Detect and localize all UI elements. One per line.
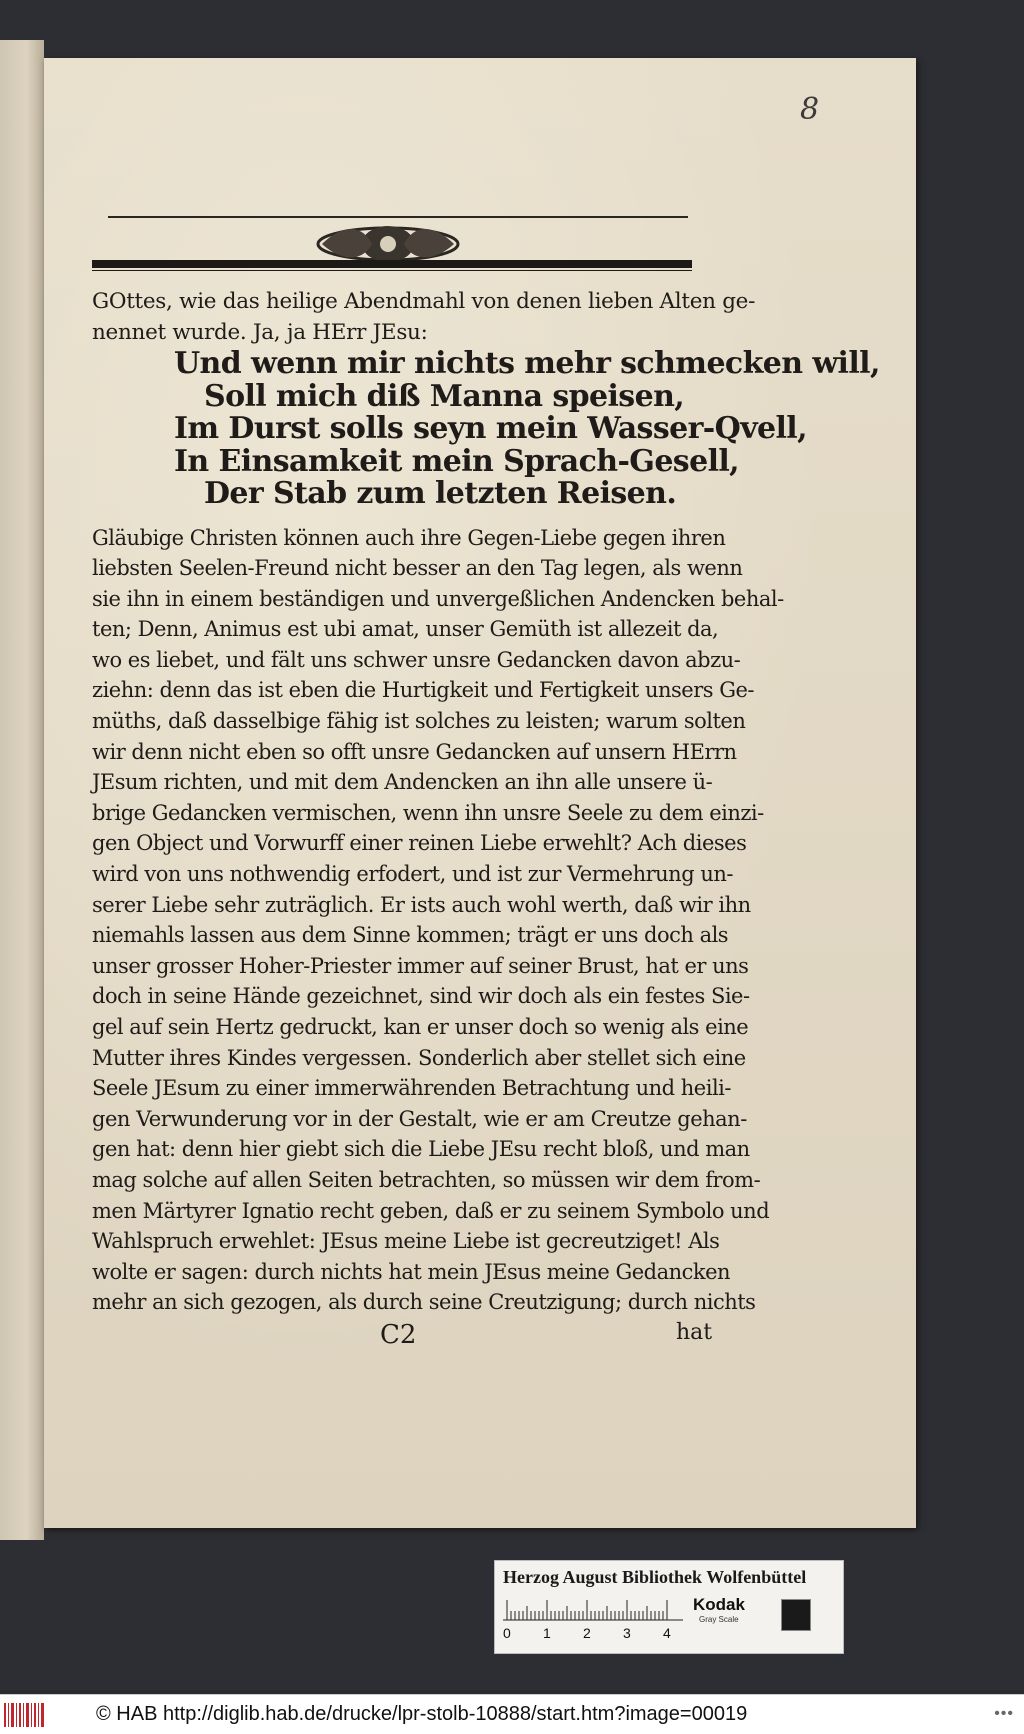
previous-page-edge [0,40,44,1540]
text-line: gen hat: denn hier giebt sich die Liebe JEsu recht bloß, und man [92,1137,750,1162]
header-rule-thin [108,216,688,218]
text-line: ziehn: denn das ist eben die Hurtigkeit und Fertigkeit unsers Ge- [92,678,755,703]
page-text [92,286,880,1318]
text-line: unser grosser Hoher-Priester immer auf seiner Brust, hat er uns [92,953,749,978]
more-menu-icon[interactable]: ••• [994,1705,1014,1722]
text-line: gen Verwunderung vor in der Gestalt, wie er am Creutze gehan- [92,1106,747,1131]
scale-ruler [503,1599,683,1621]
kodak-logo: Kodak [693,1595,745,1614]
text-line: men Märtyrer Ignatio recht geben, daß er zu seinem Symbolo und [92,1198,770,1223]
ruler-number: 0 [503,1625,511,1641]
ruler-number: 1 [543,1625,551,1641]
footer-bar [0,1694,1024,1734]
gray-swatch [781,1599,811,1631]
library-target-label [494,1560,844,1654]
ruler-number: 4 [663,1625,671,1641]
body-paragraph [92,523,784,1318]
barcode-icon [2,1701,46,1729]
text-line: liebsten Seelen-Freund nicht besser an den Tag legen, als wenn [92,556,743,581]
gray-scale-text: Gray Scale [699,1615,739,1624]
text-line: Wahlspruch erwehlet: JEsus meine Liebe ist gecreutziget! Als [92,1229,720,1254]
text-line: ten; Denn, Animus est ubi amat, unser Gemüth ist allezeit da, [92,617,719,642]
text-line: serer Liebe sehr zuträglich. Er ists auch wohl werth, daß wir ihn [92,892,751,917]
header-rule-thick [92,260,692,268]
verse-line: Im Durst solls seyn mein Wasser-Qvell, [174,411,807,446]
text-line: wir denn nicht eben so offt unsre Gedancken auf unsern HErrn [92,739,737,764]
library-name: Herzog August Bibliothek Wolfenbüttel [503,1567,807,1587]
text-line: JEsum richten, und mit dem Andencken an ihn alle unsere ü- [92,770,713,795]
text-line: Gläubige Christen können auch ihre Gegen-Liebe gegen ihren [92,525,726,550]
verse-line: Und wenn mir nichts mehr schmecken will, [174,346,880,381]
text-line: nennet wurde. Ja, ja HErr JEsu: [92,320,428,345]
text-line: Mutter ihres Kindes vergessen. Sonderlich aber stellet sich eine [92,1045,746,1070]
text-line: müths, daß dasselbige fähig ist solches zu leisten; warum solten [92,709,746,734]
ruler-number: 2 [583,1625,591,1641]
text-line: GOttes, wie das heilige Abendmahl von denen lieben Alten ge- [92,289,756,314]
signature-mark: C2 [380,1320,417,1350]
text-line: mag solche auf allen Seiten betrachten, so müssen wir dem from- [92,1167,761,1192]
verse-line: In Einsamkeit mein Sprach-Gesell, [174,443,740,479]
text-line: wo es liebet, und fält uns schwer unsre Gedancken davon abzu- [92,647,741,672]
text-line: gen Object und Vorwurff einer reinen Liebe erwehlt? Ach dieses [92,831,747,856]
text-line: sie ihn in einem beständigen und unvergeßlichen Andencken behal- [92,586,784,611]
source-url[interactable]: © HAB http://diglib.hab.de/drucke/lpr-stolb-10888/start.htm?image=00019 [96,1703,748,1725]
text-line: mehr an sich gezogen, als durch seine Creutzigung; durch nichts [92,1290,756,1315]
text-line: wolte er sagen: durch nichts hat mein JEsus meine Gedancken [92,1259,731,1284]
text-line: niemahls lassen aus dem Sinne kommen; trägt er uns doch als [92,923,729,948]
text-line: gel auf sein Hertz gedruckt, kan er unser doch so wenig als eine [92,1015,749,1039]
verse-line: Der Stab zum letzten Reisen. [204,476,677,511]
text-line: Seele JEsum zu einer immerwährenden Betrachtung und heili- [92,1076,731,1101]
header-rule-hairline [92,270,692,271]
folio-number: 8 [800,92,820,127]
text-line: doch in seine Hände gezeichnet, sind wir doch als ein festes Sie- [92,984,750,1009]
text-line: wird von uns nothwendig erfodert, und ist zur Vermehrung un- [92,862,733,887]
catchword: hat [676,1320,713,1345]
ruler-number: 3 [623,1625,631,1641]
text-line: brige Gedancken vermischen, wenn ihn unsre Seele zu dem einzi- [92,800,764,825]
verse-line: Soll mich diß Manna speisen, [204,378,685,414]
